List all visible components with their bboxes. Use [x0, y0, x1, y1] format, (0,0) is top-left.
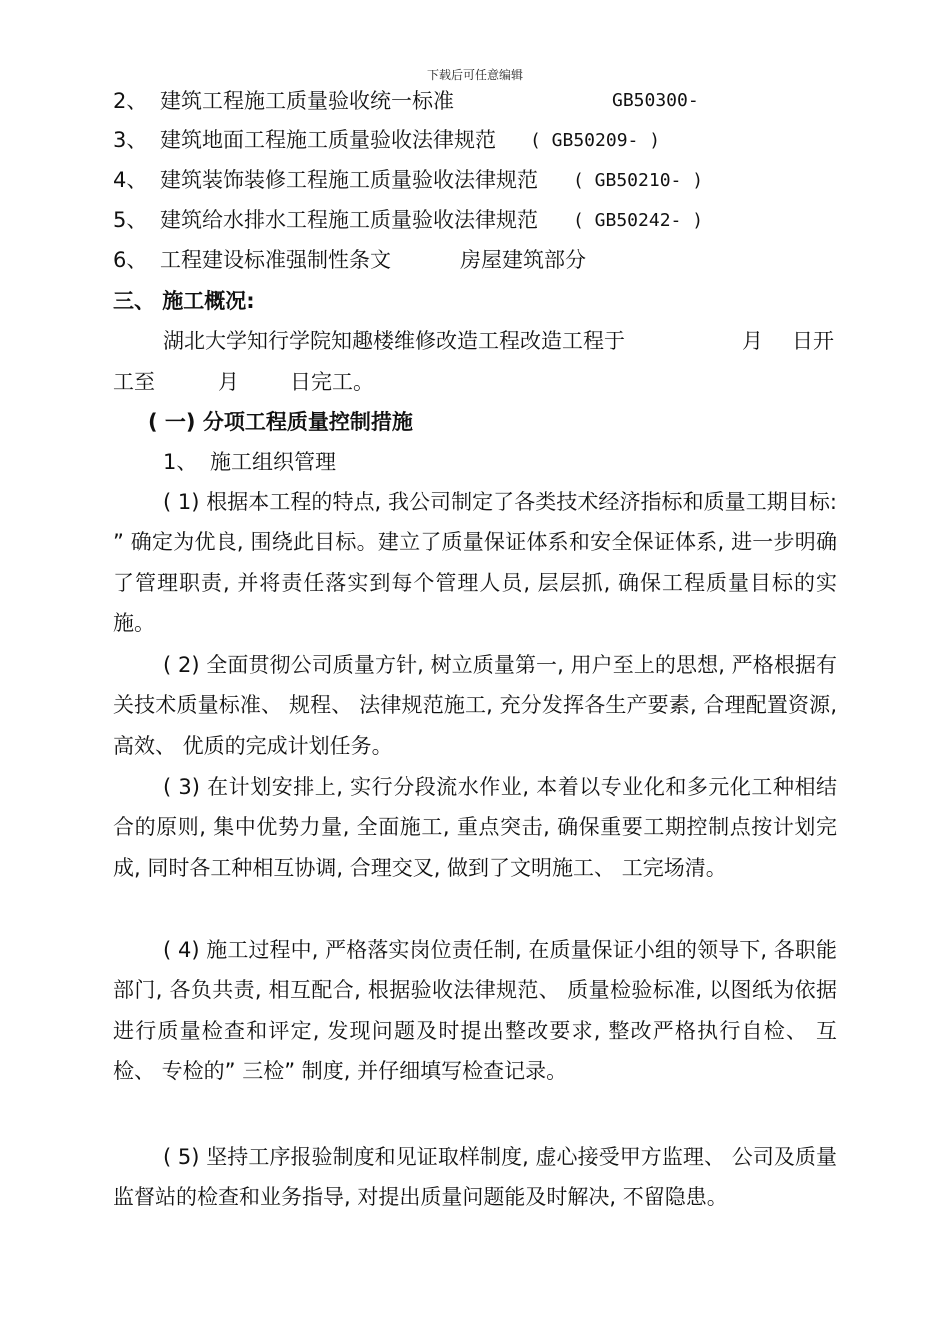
- overview-month: 月: [742, 329, 763, 353]
- list-item-code: ( GB50209- ): [530, 130, 661, 151]
- subsection-item-number: 1、: [163, 450, 198, 474]
- list-item-number: 4、: [113, 168, 148, 192]
- overview-text: 湖北大学知行学院知趣楼维修改造工程改造工程于: [163, 329, 625, 353]
- page-header-note: 下载后可任意编辑: [426, 68, 523, 82]
- paragraph-5: ( 5) 坚持工序报验制度和见证取样制度, 虚心接受甲方监理、 公司及质量监督站的检查和业务指导, 对提出质量问题能及时解决, 不留隐患。: [113, 1145, 837, 1210]
- paragraph-1: ( 1) 根据本工程的特点, 我公司制定了各类技术经济指标和质量工期目标: ” 确定为优良, 围绕此目标。建立了质量保证体系和安全保证体系, 进一步明确了管理职责, 并将责任落实到每个管理人员, 层层抓, 确保工程质量目标的实施。: [113, 490, 837, 635]
- subsection-item-title: 施工组织管理: [210, 450, 336, 474]
- list-item-number: 5、: [113, 208, 148, 232]
- overview-day: 日完工。: [290, 370, 374, 394]
- list-item-number: 2、: [113, 89, 148, 113]
- list-item-code: ( GB50210- ): [573, 170, 704, 191]
- paragraph-2: ( 2) 全面贯彻公司质量方针, 树立质量第一, 用户至上的思想, 严格根据有关技术质量标准、 规程、 法律规范施工, 充分发挥各生产要素, 合理配置资源, 高效、 优质的完成计划任务。: [113, 653, 837, 758]
- paragraph-3: ( 3) 在计划安排上, 实行分段流水作业, 本着以专业化和多元化工种相结合的原则, 集中优势力量, 全面施工, 重点突击, 确保重要工期控制点按计划完成, 同时各工种相互协调, 合理交叉, 做到了文明施工、 工完场清。: [113, 775, 837, 880]
- paragraph-4: ( 4) 施工过程中, 严格落实岗位责任制, 在质量保证小组的领导下, 各职能部门, 各负共责, 相互配合, 根据验收法律规范、 质量检验标准, 以图纸为依据进行质量检查和评定, 发现问题及时提出整改要求, 整改严格执行自检、 互检、 专检的” 三检” 制度, 并仔细填写检查记录。: [113, 938, 837, 1083]
- overview-month: 月: [218, 370, 239, 394]
- list-item: [113, 207, 147, 233]
- list-item-code: GB50300-: [612, 90, 699, 111]
- list-item-number: 6、: [113, 248, 148, 272]
- list-item-code: 房屋建筑部分: [460, 248, 586, 272]
- section-heading: 三、 施工概况:: [113, 289, 255, 313]
- overview-day: 日开: [792, 329, 834, 353]
- list-item-text: 建筑地面工程施工质量验收法律规范: [160, 128, 496, 152]
- list-item: [113, 167, 147, 193]
- subsection-heading: ( 一) 分项工程质量控制措施: [148, 410, 413, 434]
- list-item-text: 建筑装饰装修工程施工质量验收法律规范: [160, 168, 538, 192]
- list-item: [113, 247, 147, 273]
- list-item-code: ( GB50242- ): [573, 210, 704, 231]
- list-item-text: 建筑给水排水工程施工质量验收法律规范: [160, 208, 538, 232]
- overview-text: 工至: [113, 370, 155, 394]
- list-item-text: 建筑工程施工质量验收统一标准: [160, 89, 454, 113]
- list-item: [113, 127, 147, 153]
- list-item-number: 3、: [113, 128, 148, 152]
- list-item: [113, 88, 147, 114]
- list-item-text: 工程建设标准强制性条文: [160, 248, 391, 272]
